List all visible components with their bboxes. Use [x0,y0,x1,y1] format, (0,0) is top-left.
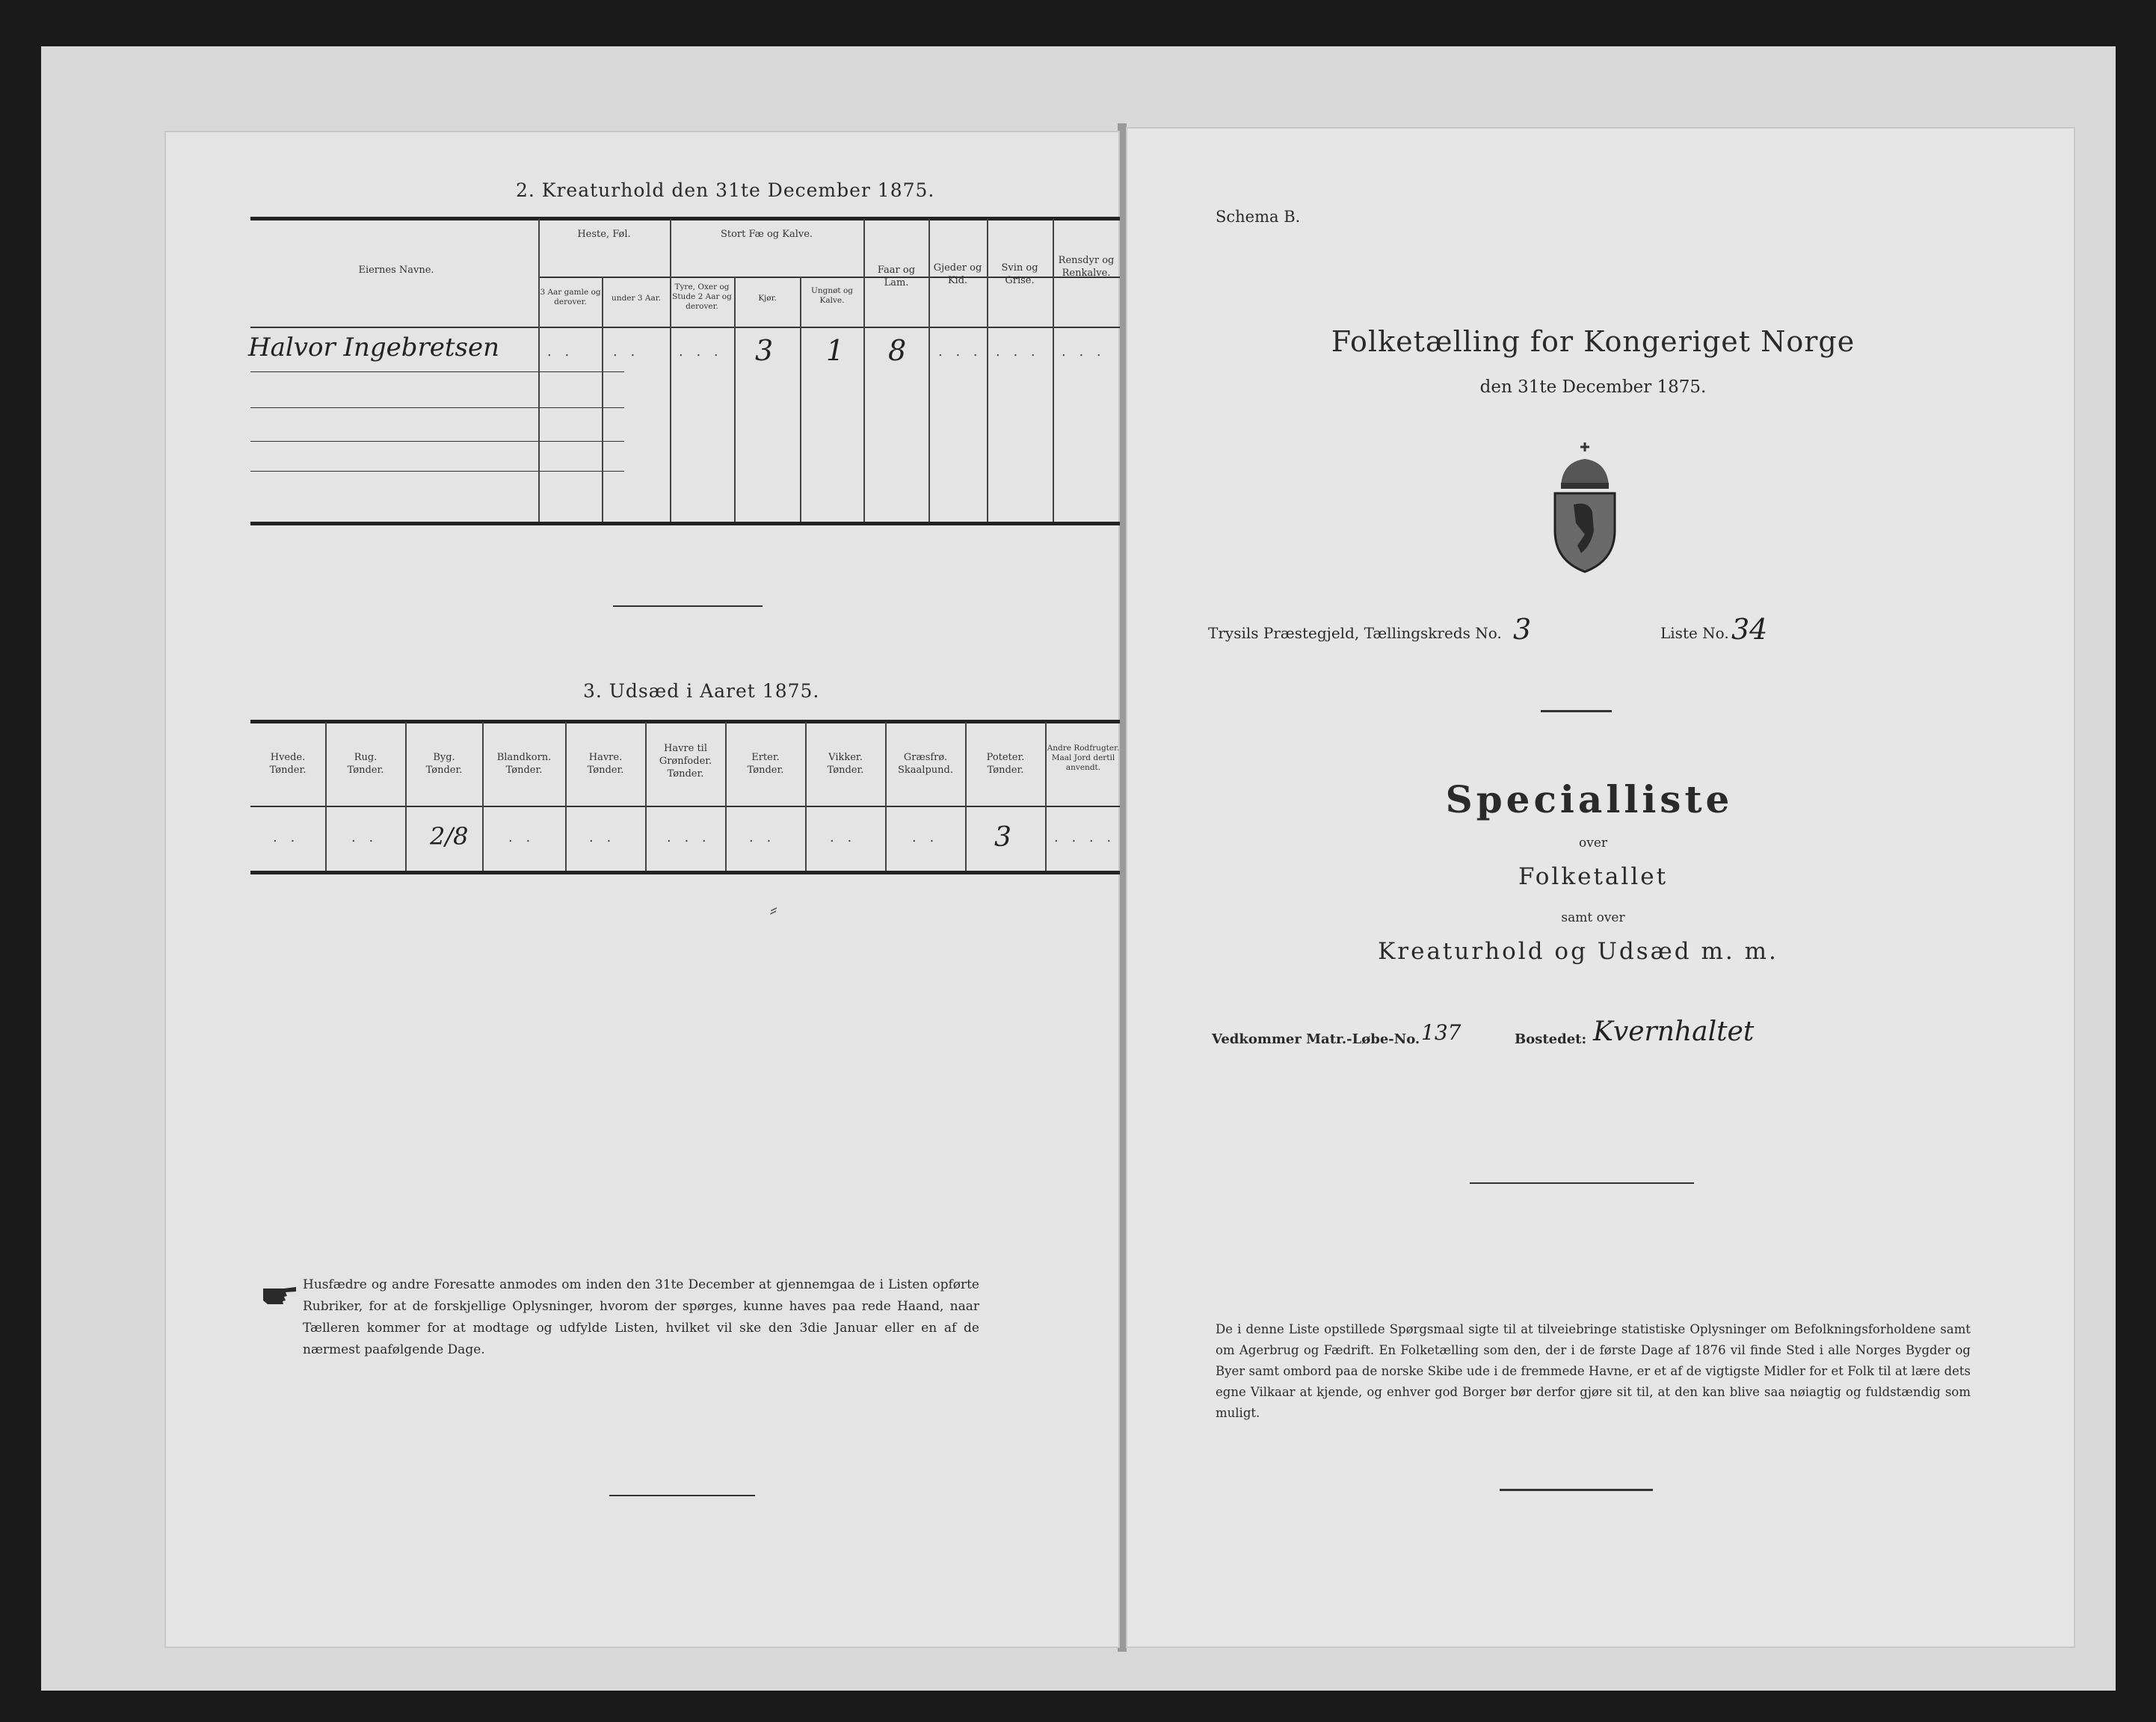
dots-havre: . . [589,830,616,845]
dots-blandkorn: . . [508,830,535,845]
seed-header-blandkorn: Blandkorn. Tønder. [496,752,552,776]
header-owner: Eiernes Navne. [358,265,434,276]
over-1: over [1578,836,1608,851]
liste-label: Liste No. [1660,624,1729,642]
header-heste-old: 3 Aar gamle og derover. [540,288,601,306]
main-title: Folketælling for Kongeriget Norge [1331,325,1855,358]
stray-pencil-mark: ⸗ [770,897,777,922]
pointing-hand-icon [262,1278,299,1308]
section-3-title: 3. Udsæd i Aaret 1875. [583,680,820,702]
seed-header-byg: Byg. Tønder. [425,752,463,776]
seed-header-poteter: Poteter. Tønder. [986,752,1025,776]
notice-text: Husfædre og andre Foresatte anmodes om inden den 31te December at gjennemgaa de i Listen opførte Rubriker, for at de forskjellige Oplysninger, hvorom der spørges, kunne haves paa rede Haand, naar Tælleren kommer for at modtage og udfylde Listen, hvilket vil ske den 3die Januar eller en af de nærmest paafølgende Dage. [303,1277,979,1357]
seed-header-rug: Rug. Tønder. [347,752,384,776]
dots-rensdyr: . . . [1062,344,1106,359]
section-2-title: 2. Kreaturhold den 31te December 1875. [516,179,935,201]
seed-header-havre: Havre. Tønder. [587,752,624,776]
schema-label: Schema B. [1216,208,1301,226]
matr-label: Vedkommer Matr.-Løbe-No. [1212,1031,1420,1047]
dots-graesfro: . . [912,830,939,845]
special-title: Specialliste [1445,777,1734,821]
dots-andre: . . . . [1054,830,1116,845]
divider-1 [613,605,763,607]
dots-vikker: . . [830,830,857,845]
kreaturhold-line: Kreaturhold og Udsæd m. m. [1378,938,1778,965]
explanatory-paragraph: De i denne Liste opstillede Spørgsmaal sigte til at tilveiebringe statistiske Oplysninger om Befolkningsforholdene samt om Agerbrug og Fædrift. En Folketælling som den, der i de første Dage af 1876 vil finde Sted i alle Norges Bygder og Byer samt ombord paa de norske Skibe ude i de fremmede Havne, er et af de vigtigste Midler for et Folk til at lære dets egne Vilkaar at kjende, og enhver god Borger bør derfor gjøre sit til, at den kan blive saa nøiagtig og fuldstændig som muligt. [1216,1322,1971,1420]
divider-4 [1470,1182,1694,1184]
matr-value: 137 [1421,1020,1462,1045]
header-gjeder: Gjeder og Kid. [933,262,982,286]
liste-number: 34 [1731,613,1768,646]
divider-5 [1500,1489,1653,1491]
owner-name: Halvor Ingebretsen [248,333,500,362]
dots-heste-old: . . [547,344,574,359]
title-date: den 31te December 1875. [1479,377,1707,397]
dots-tyre: . . . [679,344,723,359]
coat-of-arms-icon [1547,441,1622,575]
divider-2 [609,1495,755,1496]
header-svin: Svin og Grise. [1001,262,1038,286]
header-rensdyr: Rensdyr og Renkalve. [1058,255,1115,279]
header-stort-fae: Stort Fæ og Kalve. [720,229,813,240]
byg-value: 2/8 [430,822,469,851]
dots-hvede: . . [273,830,300,845]
seed-header-hvede: Hvede. Tønder. [269,752,307,776]
left-page [164,131,1120,1648]
bostedet-value: Kvernhaltet [1593,1016,1755,1047]
faar-value: 8 [888,334,907,367]
poteter-value: 3 [994,822,1011,853]
header-heste-young: under 3 Aar. [612,294,661,303]
right-page [1126,127,2075,1648]
dots-svin: . . . [996,344,1040,359]
folketallet: Folketallet [1518,863,1669,890]
samt-over: samt over [1561,910,1625,925]
seed-header-erter: Erter. Tønder. [747,752,784,776]
header-faar: Faar og Lam. [877,265,916,288]
ungnot-value: 1 [826,334,845,367]
parish-line: Trysils Præstegjeld, Tællingskreds No. [1208,624,1502,642]
seed-header-andre: Andre Rodfrugter. Maal Jord dertil anvendt. [1047,744,1120,772]
dots-rug: . . [351,830,378,845]
dots-erter: . . [749,830,776,845]
dots-heste-young: . . [613,344,640,359]
dots-gjeder: . . . [938,344,982,359]
seed-header-vikker: Vikker. Tønder. [827,752,864,776]
header-kjor: Kjør. [758,294,777,303]
kjor-value: 3 [755,334,774,367]
seed-header-graesfro: Græsfrø. Skaalpund. [898,752,953,776]
header-tyre: Tyre, Oxer og Stude 2 Aar og derover. [672,283,732,311]
header-ungnot: Ungnøt og Kalve. [810,286,854,305]
dots-havre-gronfoder: . . . [667,830,711,845]
divider-3 [1541,710,1612,712]
bostedet-label: Bostedet: [1515,1031,1587,1047]
seed-header-havre-gronfoder: Havre til Grønfoder. Tønder. [659,743,712,780]
kreds-number: 3 [1513,613,1532,646]
header-heste: Heste, Føl. [577,229,631,240]
